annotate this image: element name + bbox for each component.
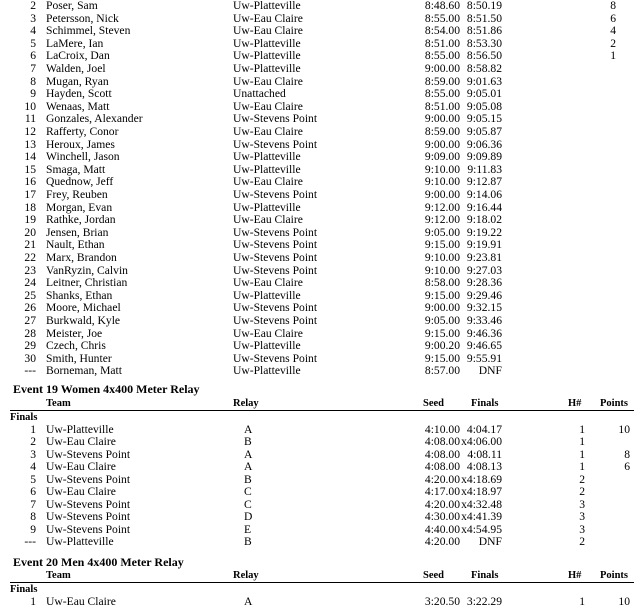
athlete-name: Morgan, Evan xyxy=(46,200,113,214)
relay-letter: C xyxy=(244,497,252,511)
result-row xyxy=(0,88,639,101)
relay-letter: A xyxy=(244,423,253,436)
relay-result-row xyxy=(0,486,639,499)
final-time: DNF xyxy=(478,364,502,378)
header-heat: H# xyxy=(568,570,582,581)
result-place: 11 xyxy=(24,112,36,126)
athlete-team: Uw-Eau Claire xyxy=(233,125,303,138)
seed-time: 9:15.00 xyxy=(424,288,460,302)
athlete-team: Uw-Platteville xyxy=(233,62,301,75)
athlete-team: Uw-Stevens Point xyxy=(233,263,318,277)
seed-time: 8:55.00 xyxy=(424,87,460,101)
final-time: 8:50.19 xyxy=(466,0,502,12)
seed-time: 4:20.00 xyxy=(424,472,460,486)
athlete-name: Quednow, Jeff xyxy=(46,175,114,189)
seed-time: 4:40.00 xyxy=(424,522,460,536)
athlete-team: Uw-Eau Claire xyxy=(233,276,303,290)
seed-time: 9:15.00 xyxy=(424,351,460,365)
athlete-name: Rafferty, Conor xyxy=(46,125,119,138)
final-time: 9:05.01 xyxy=(466,87,502,101)
final-time: 3:22.29 xyxy=(466,595,502,608)
seed-time: 9:00.00 xyxy=(424,112,460,126)
result-place: 20 xyxy=(24,225,36,239)
result-place: 6 xyxy=(30,485,36,499)
seed-time: 8:59.00 xyxy=(424,125,460,138)
athlete-name: Wenaas, Matt xyxy=(46,99,110,113)
result-place: 18 xyxy=(24,200,36,214)
relay-team: Uw-Eau Claire xyxy=(46,460,116,474)
seed-time: 9:10.00 xyxy=(424,263,460,277)
result-place: 16 xyxy=(24,175,36,189)
seed-time: 4:08.00 xyxy=(424,460,460,474)
header-seed: Seed xyxy=(423,398,444,409)
relay-team: Uw-Platteville xyxy=(46,535,114,549)
athlete-name: Shanks, Ethan xyxy=(46,288,113,302)
athlete-team: Uw-Stevens Point xyxy=(233,137,318,151)
athlete-team: Uw-Eau Claire xyxy=(233,11,303,25)
seed-time: 4:20.00 xyxy=(424,535,460,549)
heat-number: 2 xyxy=(579,485,585,499)
result-place: 3 xyxy=(30,11,36,25)
athlete-name: Meister, Joe xyxy=(46,326,103,340)
athlete-name: Borneman, Matt xyxy=(46,364,122,378)
final-time: 9:16.44 xyxy=(466,200,502,214)
result-place: 21 xyxy=(24,238,36,252)
athlete-name: Walden, Joel xyxy=(46,62,106,75)
athlete-team: Uw-Eau Claire xyxy=(233,24,303,38)
relay-team: Uw-Eau Claire xyxy=(46,485,116,499)
seed-time: 9:05.00 xyxy=(424,314,460,327)
athlete-team: Uw-Stevens Point xyxy=(233,351,318,365)
final-time: 9:19.91 xyxy=(466,238,502,252)
result-row xyxy=(0,126,639,139)
result-place: 14 xyxy=(24,150,36,164)
header-seed: Seed xyxy=(423,570,444,581)
heat-number: 1 xyxy=(579,447,585,461)
seed-time: 9:00.00 xyxy=(424,301,460,315)
event-20-section-label: Finals xyxy=(10,584,38,595)
header-points: Points xyxy=(600,398,629,409)
final-time: x4:06.00 xyxy=(461,435,502,449)
result-place: 8 xyxy=(30,510,36,524)
athlete-team: Uw-Stevens Point xyxy=(233,314,318,327)
header-relay: Relay xyxy=(233,398,259,409)
seed-time: 4:08.00 xyxy=(424,447,460,461)
result-place: 5 xyxy=(30,472,36,486)
relay-letter: A xyxy=(244,447,253,461)
final-time: 9:28.36 xyxy=(466,276,502,290)
athlete-team: Uw-Platteville xyxy=(233,49,301,63)
seed-time: 9:12.00 xyxy=(424,213,460,227)
event-19-rule xyxy=(10,410,634,411)
result-place: 10 xyxy=(24,99,36,113)
seed-time: 4:20.00 xyxy=(424,497,460,511)
final-time: x4:41.39 xyxy=(461,510,502,524)
seed-time: 9:09.00 xyxy=(424,150,460,164)
result-place: --- xyxy=(24,364,36,378)
final-time: 9:23.81 xyxy=(466,251,502,264)
result-row xyxy=(0,340,639,353)
final-time: 9:32.15 xyxy=(466,301,502,315)
event-20-header xyxy=(0,570,639,582)
header-finals: Finals xyxy=(471,398,499,409)
seed-time: 9:15.00 xyxy=(424,326,460,340)
result-place: 22 xyxy=(24,251,36,264)
relay-result-row xyxy=(0,511,639,524)
final-time: 9:05.15 xyxy=(466,112,502,126)
final-time: 9:27.03 xyxy=(466,263,502,277)
athlete-name: Heroux, James xyxy=(46,137,115,151)
result-row xyxy=(0,315,639,328)
seed-time: 3:20.50 xyxy=(424,595,460,608)
heat-number: 1 xyxy=(579,595,585,608)
final-time: 9:05.08 xyxy=(466,99,502,113)
result-place: 13 xyxy=(24,137,36,151)
athlete-team: Uw-Platteville xyxy=(233,36,301,50)
athlete-name: Nault, Ethan xyxy=(46,238,105,252)
seed-time: 9:15.00 xyxy=(424,238,460,252)
final-time: 9:33.46 xyxy=(466,314,502,327)
final-time: 9:46.36 xyxy=(466,326,502,340)
athlete-name: VanRyzin, Calvin xyxy=(46,263,128,277)
points: 1 xyxy=(610,49,616,63)
result-place: 2 xyxy=(30,435,36,449)
final-time: 4:08.13 xyxy=(466,460,502,474)
result-row xyxy=(0,25,639,38)
final-time: 9:19.22 xyxy=(466,225,502,239)
seed-time: 4:08.00 xyxy=(424,435,460,449)
seed-time: 8:55.00 xyxy=(424,49,460,63)
result-place: 28 xyxy=(24,326,36,340)
final-time: DNF xyxy=(478,535,502,549)
header-points: Points xyxy=(600,570,629,581)
final-time: 9:29.46 xyxy=(466,288,502,302)
result-place: 30 xyxy=(24,351,36,365)
seed-time: 8:59.00 xyxy=(424,74,460,88)
final-time: 4:08.11 xyxy=(467,447,502,461)
final-time: x4:18.97 xyxy=(461,485,502,499)
event-19-header xyxy=(0,398,639,410)
athlete-team: Uw-Eau Claire xyxy=(233,74,303,88)
final-time: 9:09.89 xyxy=(466,150,502,164)
result-row xyxy=(0,277,639,290)
heat-number: 1 xyxy=(579,423,585,436)
relay-team: Uw-Eau Claire xyxy=(46,595,116,608)
relay-letter: A xyxy=(244,595,253,608)
athlete-name: Smaga, Matt xyxy=(46,162,106,176)
athlete-team: Uw-Stevens Point xyxy=(233,188,318,201)
athlete-team: Uw-Platteville xyxy=(233,200,301,214)
athlete-name: Czech, Chris xyxy=(46,339,106,353)
final-time: 9:55.91 xyxy=(466,351,502,365)
athlete-name: Rathke, Jordan xyxy=(46,213,116,227)
athlete-name: Frey, Reuben xyxy=(46,188,108,201)
athlete-team: Uw-Stevens Point xyxy=(233,112,318,126)
result-place: 8 xyxy=(30,74,36,88)
seed-time: 8:54.00 xyxy=(424,24,460,38)
result-place: 24 xyxy=(24,276,36,290)
points: 10 xyxy=(618,595,630,608)
result-place: 2 xyxy=(30,0,36,12)
athlete-name: Burkwald, Kyle xyxy=(46,314,121,327)
result-place: 4 xyxy=(30,24,36,38)
relay-letter: C xyxy=(244,485,252,499)
athlete-team: Uw-Platteville xyxy=(233,339,301,353)
athlete-team: Uw-Eau Claire xyxy=(233,175,303,189)
final-time: x4:32.48 xyxy=(461,497,502,511)
result-place: 26 xyxy=(24,301,36,315)
athlete-team: Uw-Stevens Point xyxy=(233,251,318,264)
heat-number: 3 xyxy=(579,497,585,511)
result-place: 12 xyxy=(24,125,36,138)
relay-team: Uw-Stevens Point xyxy=(46,522,131,536)
athlete-name: Gonzales, Alexander xyxy=(46,112,143,126)
result-place: 27 xyxy=(24,314,36,327)
athlete-name: LaCroix, Dan xyxy=(46,49,110,63)
result-place: 6 xyxy=(30,49,36,63)
result-place: 19 xyxy=(24,213,36,227)
result-place: 9 xyxy=(30,522,36,536)
points: 6 xyxy=(624,460,630,474)
result-row xyxy=(0,0,639,13)
points: 4 xyxy=(610,24,616,38)
result-place: 4 xyxy=(30,460,36,474)
athlete-name: Marx, Brandon xyxy=(46,251,117,264)
result-place: 1 xyxy=(30,595,36,608)
event-20-rule xyxy=(10,582,634,583)
heat-number: 2 xyxy=(579,472,585,486)
seed-time: 4:10.00 xyxy=(424,423,460,436)
heat-number: 3 xyxy=(579,522,585,536)
athlete-name: Mugan, Ryan xyxy=(46,74,109,88)
seed-time: 8:51.00 xyxy=(424,99,460,113)
relay-letter: A xyxy=(244,460,253,474)
final-time: 9:18.02 xyxy=(466,213,502,227)
final-time: 9:11.83 xyxy=(467,162,502,176)
final-time: x4:18.69 xyxy=(461,472,502,486)
athlete-team: Uw-Eau Claire xyxy=(233,99,303,113)
result-place: 5 xyxy=(30,36,36,50)
seed-time: 9:10.00 xyxy=(424,162,460,176)
result-place: 25 xyxy=(24,288,36,302)
heat-number: 1 xyxy=(579,435,585,449)
result-place: 15 xyxy=(24,162,36,176)
athlete-team: Uw-Stevens Point xyxy=(233,238,318,252)
seed-time: 8:48.60 xyxy=(424,0,460,12)
seed-time: 9:00.00 xyxy=(424,137,460,151)
result-place: 23 xyxy=(24,263,36,277)
event-19-title: Event 19 Women 4x400 Meter Relay xyxy=(13,382,200,396)
athlete-name: Winchell, Jason xyxy=(46,150,120,164)
final-time: x4:54.95 xyxy=(461,522,502,536)
final-time: 9:06.36 xyxy=(466,137,502,151)
seed-time: 9:10.00 xyxy=(424,251,460,264)
seed-time: 8:51.00 xyxy=(424,36,460,50)
athlete-team: Uw-Stevens Point xyxy=(233,225,318,239)
points: 10 xyxy=(618,423,630,436)
athlete-team: Uw-Platteville xyxy=(233,288,301,302)
athlete-team: Uw-Eau Claire xyxy=(233,326,303,340)
result-place: 17 xyxy=(24,188,36,201)
relay-team: Uw-Stevens Point xyxy=(46,497,131,511)
final-time: 9:46.65 xyxy=(466,339,502,353)
athlete-name: Moore, Michael xyxy=(46,301,121,315)
result-row xyxy=(0,151,639,164)
seed-time: 9:10.00 xyxy=(424,175,460,189)
final-time: 8:58.82 xyxy=(466,62,502,75)
athlete-team: Uw-Platteville xyxy=(233,364,301,378)
relay-letter: B xyxy=(244,435,252,449)
points: 6 xyxy=(610,11,616,25)
seed-time: 8:57.00 xyxy=(424,364,460,378)
header-team: Team xyxy=(46,570,71,581)
relay-team: Uw-Platteville xyxy=(46,423,114,436)
heat-number: 3 xyxy=(579,510,585,524)
athlete-team: Uw-Stevens Point xyxy=(233,301,318,315)
athlete-name: LaMere, Ian xyxy=(46,36,104,50)
athlete-team: Uw-Eau Claire xyxy=(233,213,303,227)
header-team: Team xyxy=(46,398,71,409)
relay-team: Uw-Stevens Point xyxy=(46,510,131,524)
final-time: 8:53.30 xyxy=(466,36,502,50)
points: 8 xyxy=(624,447,630,461)
header-heat: H# xyxy=(568,398,582,409)
heat-number: 2 xyxy=(579,535,585,549)
points: 2 xyxy=(610,36,616,50)
relay-team: Uw-Stevens Point xyxy=(46,472,131,486)
athlete-name: Jensen, Brian xyxy=(46,225,109,239)
header-finals: Finals xyxy=(471,570,499,581)
result-row xyxy=(0,63,639,76)
final-time: 9:05.87 xyxy=(466,125,502,138)
final-time: 4:04.17 xyxy=(466,423,502,436)
result-row xyxy=(0,365,639,378)
relay-team: Uw-Stevens Point xyxy=(46,447,131,461)
seed-time: 8:55.00 xyxy=(424,11,460,25)
relay-result-row xyxy=(0,536,639,549)
final-time: 8:51.86 xyxy=(466,24,502,38)
seed-time: 9:00.00 xyxy=(424,188,460,201)
result-row xyxy=(0,252,639,265)
final-time: 9:14.06 xyxy=(466,188,502,201)
athlete-name: Hayden, Scott xyxy=(46,87,112,101)
result-row xyxy=(0,189,639,202)
relay-letter: E xyxy=(244,522,252,536)
result-place: 3 xyxy=(30,447,36,461)
seed-time: 9:05.00 xyxy=(424,225,460,239)
athlete-name: Poser, Sam xyxy=(46,0,98,12)
result-place: 7 xyxy=(30,62,36,75)
points: 8 xyxy=(610,0,616,12)
final-time: 9:01.63 xyxy=(466,74,502,88)
result-place: 29 xyxy=(24,339,36,353)
final-time: 9:12.87 xyxy=(466,175,502,189)
heat-number: 1 xyxy=(579,460,585,474)
event-19-section-label: Finals xyxy=(10,412,38,423)
athlete-team: Uw-Platteville xyxy=(233,162,301,176)
seed-time: 4:30.00 xyxy=(424,510,460,524)
relay-team: Uw-Eau Claire xyxy=(46,435,116,449)
seed-time: 9:00.00 xyxy=(424,62,460,75)
header-relay: Relay xyxy=(233,570,259,581)
athlete-team: Uw-Platteville xyxy=(233,0,301,12)
athlete-name: Leitner, Christian xyxy=(46,276,128,290)
relay-letter: B xyxy=(244,472,252,486)
athlete-team: Unattached xyxy=(233,87,286,101)
result-place: 7 xyxy=(30,497,36,511)
relay-letter: B xyxy=(244,535,252,549)
final-time: 8:56.50 xyxy=(466,49,502,63)
result-row xyxy=(0,214,639,227)
result-place: 1 xyxy=(30,423,36,436)
relay-letter: D xyxy=(244,510,253,524)
seed-time: 8:58.00 xyxy=(424,276,460,290)
athlete-name: Petersson, Nick xyxy=(46,11,119,25)
athlete-name: Smith, Hunter xyxy=(46,351,112,365)
result-place: --- xyxy=(24,535,36,549)
athlete-name: Schimmel, Steven xyxy=(46,24,131,38)
athlete-team: Uw-Platteville xyxy=(233,150,301,164)
seed-time: 4:17.00 xyxy=(424,485,460,499)
final-time: 8:51.50 xyxy=(466,11,502,25)
seed-time: 9:12.00 xyxy=(424,200,460,214)
seed-time: 9:00.20 xyxy=(424,339,460,353)
result-place: 9 xyxy=(30,87,36,101)
event-20-title: Event 20 Men 4x400 Meter Relay xyxy=(13,555,184,569)
relay-result-row xyxy=(0,596,639,609)
